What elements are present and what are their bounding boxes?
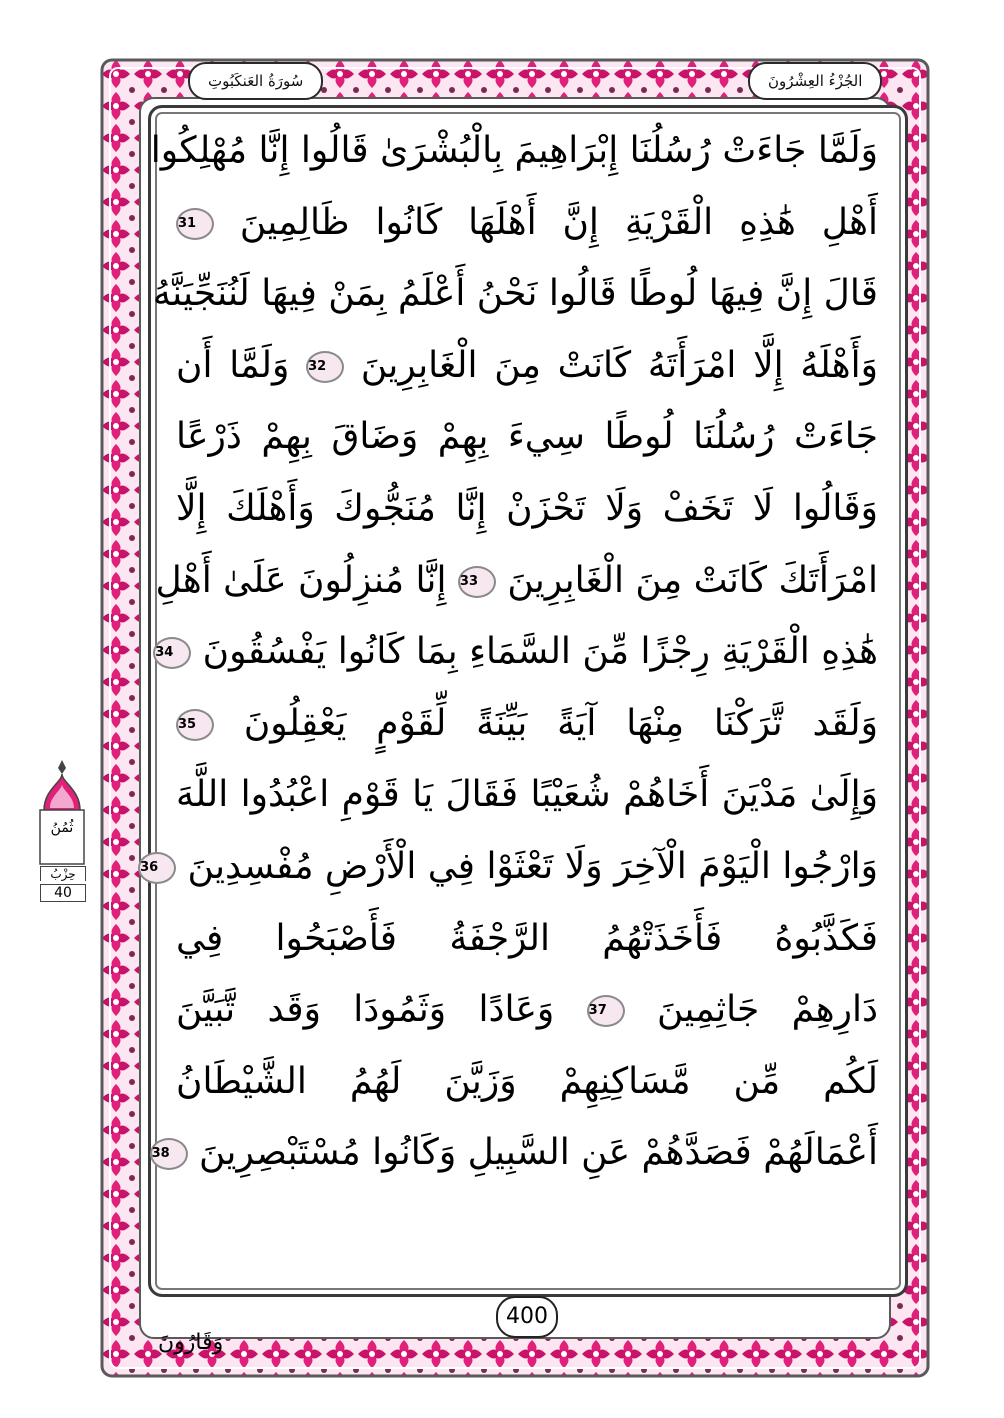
quran-line (176, 977, 878, 1043)
hizb-number: 40 (40, 884, 86, 902)
quran-line (151, 1120, 878, 1186)
quran-line (150, 118, 878, 184)
ayah-number-marker: 34 (153, 637, 191, 669)
hizb-ornament-icon (34, 760, 90, 870)
verse-text: جَاءَتْ رُسُلُنَا لُوطًا سِيءَ بِهِمْ وَضَاقَ بِهِمْ ذَرْعًا (176, 416, 878, 458)
verse-text: قَالَ إِنَّ فِيهَا لُوطًا قَالُوا نَحْنُ أَعْلَمُ بِمَنْ فِيهَا لَنُنَجِّيَنَّهُ (152, 273, 878, 315)
verse-text: لَكُم مِّن مَّسَاكِنِهِمْ وَزَيَّنَ لَهُمُ الشَّيْطَانُ (176, 1060, 878, 1102)
quran-line (155, 548, 878, 614)
page-number: 400 (496, 1296, 558, 1338)
verse-text-continuation: وَعَادًا وَثَمُودَا وَقَد تَّبَيَّنَ (176, 989, 555, 1031)
quran-line (176, 762, 878, 828)
hizb-quarter-label: ثُمُنُ (50, 820, 74, 836)
verse-text: وَلَمَّا جَاءَتْ رُسُلُنَا إِبْرَاهِيمَ بِالْبُشْرَىٰ قَالُوا إِنَّا مُهْلِكُوا (150, 130, 878, 171)
ayah-number-marker: 38 (150, 1138, 188, 1170)
verse-text: هَٰذِهِ الْقَرْيَةِ رِجْزًا مِّنَ السَّمَاءِ بِمَا كَانُوا يَفْسُقُونَ (202, 631, 878, 673)
hizb-marker (34, 760, 90, 910)
verse-text: وَقَالُوا لَا تَخَفْ وَلَا تَحْزَنْ إِنَّا مُنَجُّوكَ وَأَهْلَكَ إِلَّا (176, 488, 878, 529)
verse-text: دَارِهِمْ جَاثِمِينَ (656, 989, 878, 1031)
quran-line (152, 261, 878, 327)
verse-text: وَأَهْلَهُ إِلَّا امْرَأَتَهُ كَانَتْ مِنَ الْغَابِرِينَ (360, 344, 878, 386)
quran-line (176, 1049, 878, 1115)
ayah-number-marker: 32 (306, 351, 344, 383)
ayah-number-marker: 37 (587, 995, 625, 1027)
surah-header: سُورَةُ العَنكَبُوتِ (188, 62, 323, 100)
verse-text: أَهْلِ هَٰذِهِ الْقَرْيَةِ إِنَّ أَهْلَهَا كَانُوا ظَالِمِينَ (239, 201, 878, 243)
verse-text: فَكَذَّبُوهُ فَأَخَذَتْهُمُ الرَّجْفَةُ فَأَصْبَحُوا فِي (176, 917, 878, 959)
quran-line (176, 476, 878, 542)
ayah-number-marker: 36 (138, 852, 176, 884)
ayah-number-marker: 33 (458, 566, 496, 598)
verse-text: امْرَأَتَكَ كَانَتْ مِنَ الْغَابِرِينَ (507, 559, 878, 601)
ayah-number-marker: 35 (176, 709, 214, 741)
verse-text: وَلَقَد تَّرَكْنَا مِنْهَا آيَةً بَيِّنَةً لِّقَوْمٍ يَعْقِلُونَ (243, 702, 878, 744)
catchword: وَقَارُونَ (158, 1330, 224, 1355)
quran-line (140, 834, 878, 900)
verse-text: أَعْمَالَهُمْ فَصَدَّهُمْ عَنِ السَّبِيلِ وَكَانُوا مُسْتَبْصِرِينَ (199, 1132, 878, 1174)
verse-text: وَارْجُوا الْيَوْمَ الْآخِرَ وَلَا تَعْثَوْا فِي الْأَرْضِ مُفْسِدِينَ (187, 846, 878, 887)
juz-header: الجُزْءُ العِشْرُونَ (748, 62, 882, 100)
quran-line (176, 190, 878, 256)
hizb-label: حِزْبُ (40, 866, 86, 881)
verse-text: وَإِلَىٰ مَدْيَنَ أَخَاهُمْ شُعَيْبًا فَقَالَ يَا قَوْمِ اعْبُدُوا اللَّهَ (176, 774, 878, 816)
quran-line (176, 906, 878, 972)
quran-line (176, 691, 878, 757)
verse-text-continuation: وَلَمَّا أَن (176, 344, 290, 386)
quran-line (176, 404, 878, 470)
quran-line (176, 333, 878, 399)
ayah-number-marker: 31 (176, 208, 214, 240)
verse-text-continuation: إِنَّا مُنزِلُونَ عَلَىٰ أَهْلِ (155, 559, 447, 601)
quran-line (155, 619, 878, 685)
